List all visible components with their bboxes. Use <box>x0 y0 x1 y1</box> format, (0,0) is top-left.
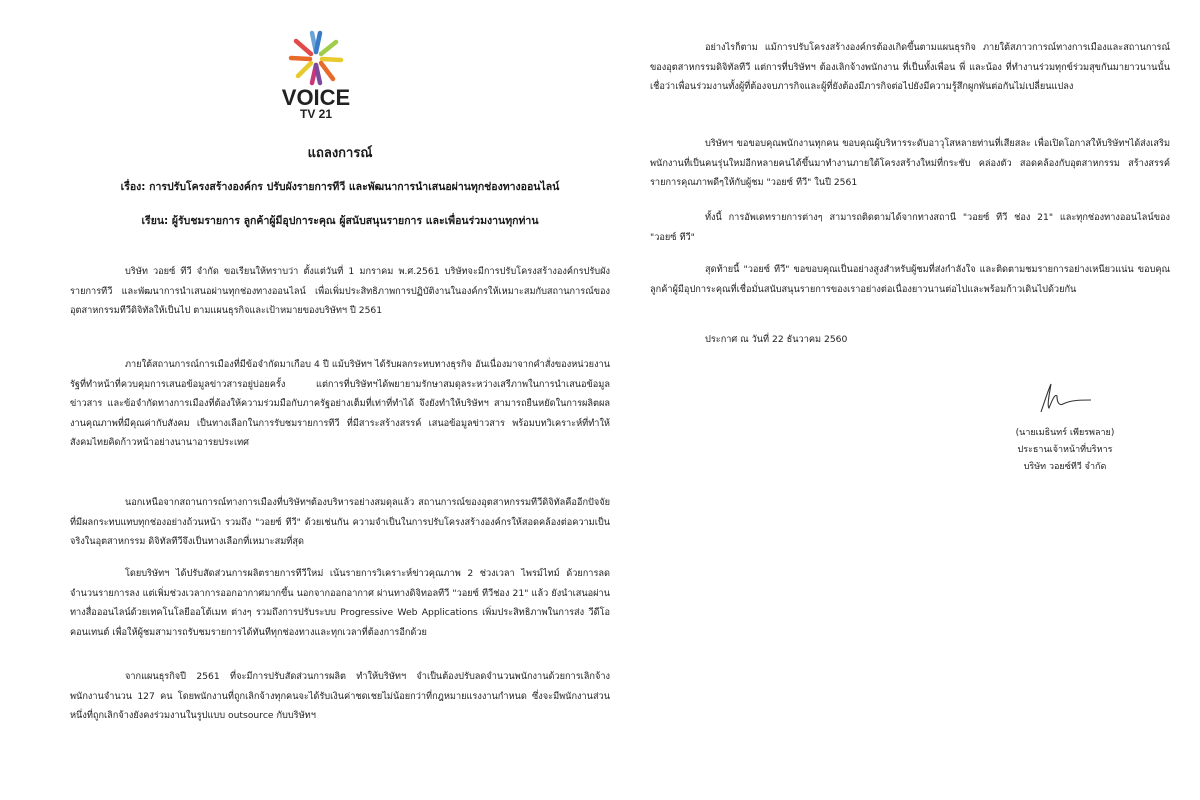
body-paragraph-9: สุดท้ายนี้ "วอยซ์ ทีวี" ขอขอบคุณเป็นอย่างสูงสำหรับผู้ชมที่ส่งกำลังใจ และติดตามชมรายการอย่างเหนียวแน่น ขอบคุณลูกค้าผู้มีอุปการะคุณที่เชื่อมั่นสนับสนุนรายการของเราอย่างต่อเนื่องยาวนานต่อไปและพร้อมก้าวเดินไปด้วยกัน <box>650 264 1170 295</box>
signatory-block <box>965 425 1165 476</box>
document-subject: เรื่อง: การปรับโครงสร้างองค์กร ปรับผังรายการทีวี และพัฒนาการนำเสนอผ่านทุกช่องทางออนไลน์ <box>120 181 560 193</box>
starburst-logo-icon <box>288 30 344 86</box>
document-title: แถลงการณ์ <box>307 146 373 161</box>
signatory-name: (นายเมธินทร์ เพียรพลาย) <box>1015 428 1115 438</box>
voice-tv-logo <box>266 30 366 120</box>
logo-wordmark: VOICE <box>281 85 351 110</box>
signatory-position: ประธานเจ้าหน้าที่บริหาร <box>1017 445 1113 455</box>
body-paragraph-6: อย่างไรก็ตาม แม้การปรับโครงสร้างองค์กรต้องเกิดขึ้นตามแผนธุรกิจ ภายใต้สภาวการณ์ทางการเมืองและสถานการณ์ของอุตสาหกรรมดิจิทัลทีวี แต่การที่บริษัทฯ ต้องเลิกจ้างพนักงาน ที่เป็นทั้งเพื่อน พี่ และน้อง ที่ทำงานร่วมทุกข์ร่วมสุขกันมายาวนานนั้น เชื่อว่าเพื่อนร่วมงานทั้งผู้ที่ต้องจบภารกิจและผู้ที่ยังต้องมีภารกิจต่อไปยังมีความรู้สึกผูกพันต่อกันไม่เปลี่ยนแปลง <box>650 42 1170 92</box>
body-paragraph-1: บริษัท วอยซ์ ทีวี จำกัด ขอเรียนให้ทราบว่า ตั้งแต่วันที่ 1 มกราคม พ.ศ.2561 บริษัทจะมีการปรับโครงสร้างองค์กรปรับผังรายการทีวี และพัฒนาการนำเสนอผ่านทุกช่องทางออนไลน์ เพื่อเพิ่มประสิทธิภาพการปฏิบัติงานในองค์กรให้เหมาะสมกับสถานการณ์ของอุตสาหกรรมทีวีดิจิทัลให้เป็นไป ตามแผนธุรกิจและเป้าหมายของบริษัทฯ ปี 2561 <box>70 266 610 316</box>
document-addressee: เรียน: ผู้รับชมรายการ ลูกค้าผู้มีอุปการะคุณ ผู้สนับสนุนรายการ และเพื่อนร่วมงานทุกท่าน <box>141 215 539 227</box>
body-paragraph-3: นอกเหนือจากสถานการณ์ทางการเมืองที่บริษัทฯต้องบริหารอย่างสมดุลแล้ว สถานการณ์ของอุตสาหกรรมทีวีดิจิทัลคืออีกปัจจัยที่มีผลกระทบแทบทุกช่องอย่างถ้วนหน้า รวมถึง "วอยซ์ ทีวี" ด้วยเช่นกัน ความจำเป็นในการปรับโครงสร้างองค์กรให้สอดคล้องต่อความเป็นจริงในอุตสาหกรรม ดิจิทัลทีวีจึงเป็นทางเลือกที่เหมาะสมที่สุด <box>70 497 610 547</box>
body-paragraph-5: จากแผนธุรกิจปี 2561 ที่จะมีการปรับสัดส่วนการผลิต ทำให้บริษัทฯ จำเป็นต้องปรับลดจำนวนพนักงานด้วยการเลิกจ้างพนักงานจำนวน 127 คน โดยพนักงานที่ถูกเลิกจ้างทุกคนจะได้รับเงินค่าชดเชยไม่น้อยกว่าที่กฎหมายแรงงานกำหนด ซึ่งจะมีพนักงานส่วนหนึ่งที่ถูกเลิกจ้างยังคงร่วมงานในรูปแบบ outsource กับบริษัทฯ <box>70 671 610 721</box>
signature-icon <box>1035 378 1095 418</box>
body-paragraph-8: ทั้งนี้ การอัพเดทรายการต่างๆ สามารถติดตามได้จากทางสถานี "วอยซ์ ทีวี ช่อง 21" และทุกช่องทางออนไลน์ของ "วอยซ์ ทีวี" <box>650 212 1170 243</box>
signatory-company: บริษัท วอยซ์ทีวี จำกัด <box>1023 462 1107 472</box>
body-paragraph-2: ภายใต้สถานการณ์การเมืองที่มีข้อจำกัดมาเกือบ 4 ปี แม้บริษัทฯ ได้รับผลกระทบทางธุรกิจ อันเนื่องมาจากคำสั่งของหน่วยงานรัฐที่ทำหน้าที่ควบคุมการเสนอข้อมูลข่าวสารอยู่บ่อยครั้ง แต่การที่บริษัทฯได้พยายามรักษาสมดุลระหว่างเสรีภาพในการนำเสนอข้อมูลข่าวสาร และข้อจำกัดทางการเมืองที่ต้องให้ความร่วมมือกับภาครัฐอย่างเต็มที่เท่าที่ทำได้ จึงยังทำให้บริษัทฯ สามารถยืนหยัดในการผลิตผลงานคุณภาพที่มีคุณค่ากับสังคม เป็นทางเลือกในการรับชมรายการทีวี ที่มีสาระสร้างสรรค์ เสนอข้อมูลข่าวสาร พร้อมบทวิเคราะห์ที่ทำให้สังคมไทยคิดก้าวหน้าอย่างนานาอารยประเทศ <box>70 359 610 448</box>
body-paragraph-7: บริษัทฯ ขอขอบคุณพนักงานทุกคน ขอบคุณผู้บริหารระดับอาวุโสหลายท่านที่เสียสละ เพื่อเปิดโอกาสให้บริษัทฯได้ส่งเสริมพนักงานที่เป็นคนรุ่นใหม่อีกหลายคนได้ขึ้นมาทำงานภายใต้โครงสร้างใหม่ที่กระชับ คล่องตัว สอดคล้องกับอุตสาหกรรม สร้างสรรค์รายการคุณภาพดีๆให้กับผู้ชม "วอยซ์ ทีวี" ในปี 2561 <box>650 138 1170 188</box>
logo-channel: TV 21 <box>299 107 332 121</box>
announcement-date: ประกาศ ณ วันที่ 22 ธันวาคม 2560 <box>705 334 848 345</box>
body-paragraph-4: โดยบริษัทฯ ได้ปรับสัดส่วนการผลิตรายการทีวีใหม่ เน้นรายการวิเคราะห์ข่าวคุณภาพ 2 ช่วงเวลา ไพรม์ไทม์ ด้วยการลดจำนวนรายการลง แต่เพิ่มช่วงเวลาการออกอากาศมากขึ้น นอกจากออกอากาศ ผ่านทางดิจิทอลทีวี "วอยซ์ ทีวีช่อง 21" แล้ว ยังนำเสนอผ่านทางสื่อออนไลน์ด้วยเทคโนโลยีออโต้เมท ต่างๆ รวมถึงการปรับระบบ Progressive Web Applications เพิ่มประสิทธิภาพในการส่ง วีดีโอคอนเทนต์ เพื่อให้ผู้ชมสามารถรับชมรายการได้ทันทีทุกช่องทางและทุกเวลาที่ต้องการอีกด้วย <box>70 568 610 638</box>
